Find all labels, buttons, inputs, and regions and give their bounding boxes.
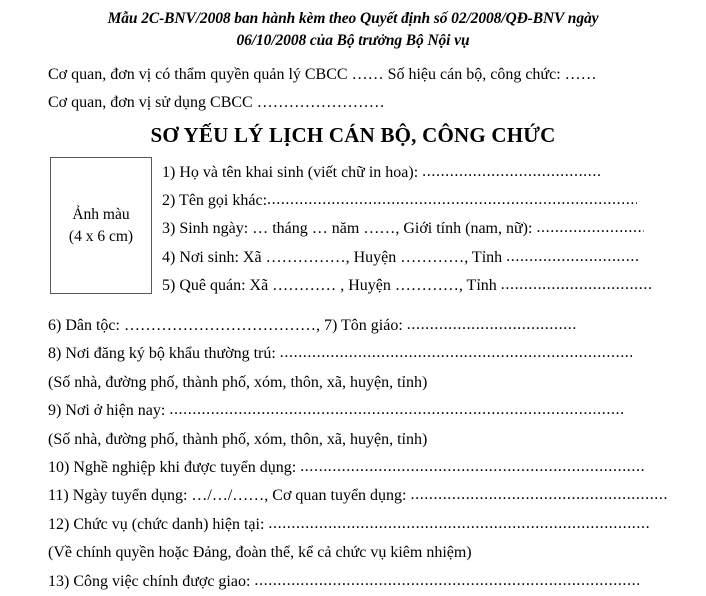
form-note-8: [48, 369, 706, 397]
form-field-item-5: [162, 272, 698, 300]
agency-block: [0, 61, 706, 117]
form-field-item-3: [162, 215, 698, 243]
agency-authority-line: Cơ quan, đơn vị có thẩm quyền quản lý CBCC …… Số hiệu cán bộ, công chức: ……: [48, 66, 597, 83]
item-6-dotted-fill[interactable]: [407, 312, 577, 339]
note-9-label: (Số nhà, đường phố, thành phố, xóm, thôn, xã, huyện, tỉnh): [48, 430, 428, 448]
item-12-label: 12) Chức vụ (chức danh) hiện tại:: [48, 515, 269, 533]
item-2-label: 2) Tên gọi khác:: [162, 192, 268, 210]
photo-and-identity-region: [0, 157, 706, 307]
page-title: SƠ YẾU LÝ LỊCH CÁN BỘ, CÔNG CHỨC: [150, 123, 556, 147]
form-items-list: [0, 312, 706, 596]
item-2-dotted-fill[interactable]: [267, 187, 637, 214]
form-field-item-6: [48, 312, 706, 340]
form-field-item-1: [162, 159, 698, 187]
item-13-label: 13) Công việc chính được giao:: [48, 572, 255, 590]
item-12-dotted-fill[interactable]: [268, 511, 651, 538]
form-field-item-10: [48, 454, 706, 482]
item-9-dotted-fill[interactable]: [169, 397, 624, 424]
agency-usage-line: Cơ quan, đơn vị sử dụng CBCC ……………………: [48, 94, 385, 111]
item-3-label: 3) Sinh ngày: … tháng … năm ……, Giới tính (nam, nữ):: [162, 220, 537, 238]
item-5-label: 5) Quê quán: Xã ………… , Huyện …………, Tỉnh: [162, 276, 501, 294]
item-5-dotted-fill[interactable]: [501, 272, 651, 299]
form-field-item-11: [48, 482, 706, 510]
note-12-label: (Về chính quyền hoặc Đảng, đoàn thể, kể cả chức vụ kiêm nhiệm): [48, 544, 472, 562]
form-note-12: [48, 539, 706, 567]
header-line-2: 06/10/2008 của Bộ trưởng Bộ Nội vụ: [236, 32, 470, 49]
photo-label-size: (4 x 6 cm): [68, 227, 134, 245]
item-1-label: 1) Họ và tên khai sinh (viết chữ in hoa):: [162, 164, 423, 181]
item-6-label: 6) Dân tộc: ………………………………, 7) Tôn giáo:: [48, 317, 407, 334]
photo-label-primary: Ảnh màu: [72, 205, 130, 223]
item-9-label: 9) Nơi ở hiện nay:: [48, 402, 170, 420]
header-line-1: Mẫu 2C-BNV/2008 ban hành kèm theo Quyết định số 02/2008/QĐ-BNV ngày: [107, 10, 599, 27]
form-field-item-2: [162, 187, 698, 215]
item-1-dotted-fill[interactable]: [422, 159, 602, 186]
form-field-item-4: [162, 244, 698, 272]
item-8-label: 8) Nơi đăng ký bộ khẩu thường trú:: [48, 345, 280, 363]
document-header: [0, 0, 706, 52]
item-10-label: 10) Nghề nghiệp khi được tuyển dụng:: [48, 459, 301, 477]
item-11-dotted-fill[interactable]: [411, 482, 669, 509]
form-note-9: [48, 426, 706, 454]
item-4-dotted-fill[interactable]: [506, 244, 639, 271]
item-10-dotted-fill[interactable]: [300, 454, 645, 481]
item-3-dotted-fill[interactable]: [536, 215, 644, 242]
item-4-label: 4) Nơi sinh: Xã ……………, Huyện …………, Tỉnh: [162, 248, 507, 266]
note-8-label: (Số nhà, đường phố, thành phố, xóm, thôn, xã, huyện, tỉnh): [48, 373, 428, 391]
form-field-item-9: [48, 397, 706, 425]
form-field-item-8: [48, 340, 706, 368]
identity-items-list: [162, 159, 698, 300]
item-8-dotted-fill[interactable]: [280, 340, 632, 367]
photo-placeholder-box: [50, 157, 152, 294]
form-field-item-12: [48, 511, 706, 539]
item-11-label: 11) Ngày tuyển dụng: …/…/……, Cơ quan tuyển dụng:: [48, 487, 411, 505]
